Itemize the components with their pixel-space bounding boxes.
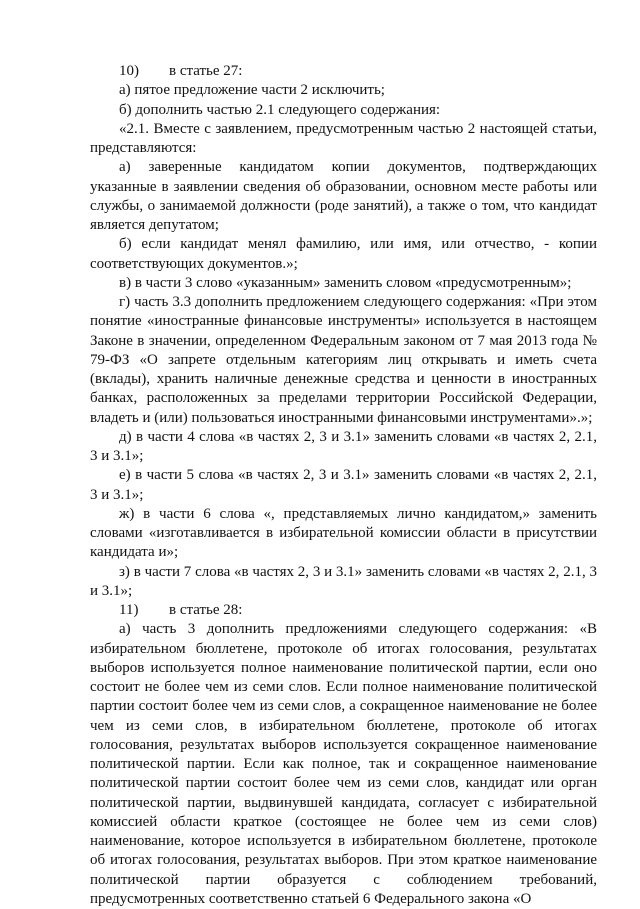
item-number: 10) [119, 63, 139, 79]
paragraph: а) пятое предложение части 2 исключить; [119, 82, 385, 99]
item-10-heading [90, 62, 597, 81]
paragraph: ж) в части 6 слова «, представляемых лично кандидатом,» заменить словами «изготавливается в избирательной комиссии области в присутствии кандидата и»; [90, 505, 597, 561]
paragraph: д) в части 4 слова «в частях 2, 3 и 3.1» заменить словами «в частях 2, 2.1, 3 и 3.1»; [90, 428, 597, 464]
item-11-heading [90, 601, 597, 620]
paragraph: г) часть 3.3 дополнить предложением следующего содержания: «При этом понятие «иностранные финансовые инструменты» используется в настоящем Законе в значении, определенном Федеральным законом от 7 мая 2013 года № 79-ФЗ «О запрете отдельным категориям лиц открывать и иметь счета (вклады), хранить наличные денежные средства и ценности в иностранных банках, расположенных за пределами территории Российской Федерации, владеть и (или) пользоваться иностранными финансовыми инструментами».»; [90, 294, 597, 426]
document-page [90, 62, 597, 909]
paragraph: а) часть 3 дополнить предложениями следующего содержания: «В избирательном бюллетене, протоколе об итогах голосования, результатах выборов используется полное наименование политической партии, если оно состоит не более чем из семи слов. Если полное наименование политической партии состоит более чем из семи слов, а сокращенное наименование не более чем из семи слов, в избирательном бюллетене, протоколе об итогах голосования, результатах выборов используется сокращенное наименование политической партии. Если как полное, так и сокращенное наименование политической партии состоит более чем из семи слов, кандидат или орган политической партии, выдвинувшей кандидата, согласует с избирательной комиссией области краткое (состоящее не более чем из семи слов) наименование, которое используется в избирательном бюллетене, протоколе об итогах голосования, результатах выборов. При этом краткое наименование политической партии образуется с соблюдением требований, предусмотренных соответственно статьей 6 Федерального закона «О [90, 621, 597, 907]
paragraph: а) заверенные кандидатом копии документов, подтверждающих указанные в заявлении сведения об образовании, основном месте работы или службы, о занимаемой должности (роде занятий), а также о том, что кандидат является депутатом; [90, 159, 597, 233]
item-text: в статье 27: [169, 63, 243, 79]
paragraph: з) в части 7 слова «в частях 2, 3 и 3.1» заменить словами «в частях 2, 2.1, 3 и 3.1»; [90, 563, 597, 599]
paragraph: б) если кандидат менял фамилию, или имя, или отчество, - копии соответствующих документов.»; [90, 236, 597, 272]
item-number: 11) [119, 602, 139, 618]
paragraph: е) в части 5 слова «в частях 2, 3 и 3.1» заменить словами «в частях 2, 2.1, 3 и 3.1»; [90, 467, 597, 503]
paragraph: б) дополнить частью 2.1 следующего содержания: [119, 101, 441, 118]
paragraph: в) в части 3 слово «указанным» заменить словом «предусмотренным»; [119, 274, 572, 291]
paragraph: «2.1. Вместе с заявлением, предусмотренным частью 2 настоящей статьи, представляются: [90, 120, 597, 156]
item-text: в статье 28: [169, 602, 243, 618]
